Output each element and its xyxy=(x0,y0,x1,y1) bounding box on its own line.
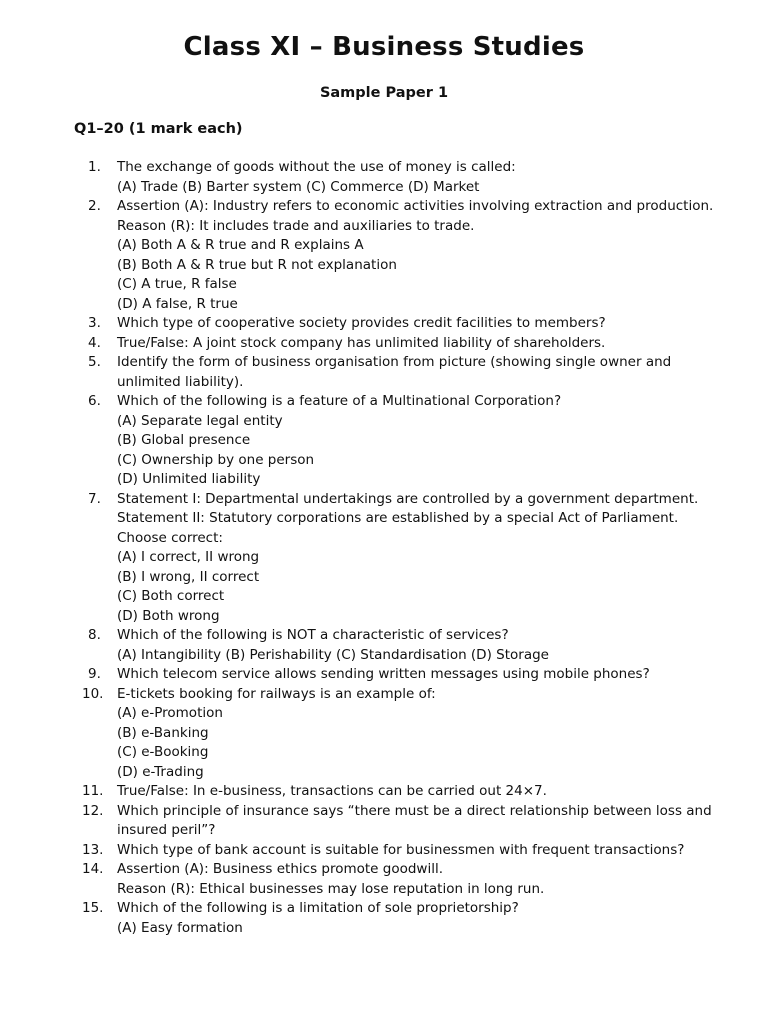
question-line: insured peril”? xyxy=(117,822,216,838)
question-line: (A) Separate legal entity xyxy=(117,412,283,429)
question-number: 10. xyxy=(82,685,104,702)
question-item xyxy=(0,899,768,938)
question-list xyxy=(0,158,768,938)
question-item xyxy=(0,314,768,334)
question-line: Statement II: Statutory corporations are established by a special Act of Parliament. xyxy=(117,510,679,526)
question-text: The exchange of goods without the use of money is called: xyxy=(117,159,516,175)
question-line: (B) Both A & R true but R not explanation xyxy=(117,256,397,273)
question-text: Which principle of insurance says “there must be a direct relationship between loss and xyxy=(117,802,712,819)
question-line: (D) Both wrong xyxy=(117,607,220,624)
question-text: Assertion (A): Business ethics promote goodwill. xyxy=(117,861,444,877)
question-text: Which telecom service allows sending written messages using mobile phones? xyxy=(117,666,650,682)
question-number: 15. xyxy=(82,900,104,916)
question-text: Which type of bank account is suitable for businessmen with frequent transactions? xyxy=(117,841,685,858)
page-title: Class XI – Business Studies xyxy=(183,32,585,62)
question-number: 3. xyxy=(88,315,101,331)
question-text: Which of the following is a feature of a Multinational Corporation? xyxy=(117,393,562,409)
question-item xyxy=(0,626,768,665)
question-line: (A) I correct, II wrong xyxy=(117,549,260,565)
question-number: 8. xyxy=(88,627,101,643)
question-line: (A) Easy formation xyxy=(117,919,243,936)
question-line: (D) Unlimited liability xyxy=(117,471,261,487)
question-line: (C) Both correct xyxy=(117,588,225,604)
page-subtitle: Sample Paper 1 xyxy=(319,85,449,101)
question-text: Which of the following is NOT a characteristic of services? xyxy=(117,627,509,643)
question-item xyxy=(0,841,768,861)
question-line: (D) e-Trading xyxy=(117,763,204,780)
question-line: (C) A true, R false xyxy=(117,276,237,292)
question-text: Statement I: Departmental undertakings are controlled by a government department. xyxy=(117,490,699,507)
question-item xyxy=(0,490,768,627)
question-number: 12. xyxy=(82,802,104,819)
question-line: (A) e-Promotion xyxy=(117,705,223,721)
question-text: Which type of cooperative society provides credit facilities to members? xyxy=(117,315,606,331)
question-text: True/False: A joint stock company has unlimited liability of shareholders. xyxy=(117,334,606,351)
question-line: Choose correct: xyxy=(117,529,223,546)
question-number: 5. xyxy=(88,354,101,370)
question-line: (A) Trade (B) Barter system (C) Commerce (D) Market xyxy=(117,178,480,195)
question-number: 6. xyxy=(88,393,101,409)
question-item xyxy=(0,334,768,354)
question-line: (A) Both A & R true and R explains A xyxy=(117,237,364,253)
question-line: Reason (R): Ethical businesses may lose reputation in long run. xyxy=(117,880,545,897)
question-text: Which of the following is a limitation of sole proprietorship? xyxy=(117,900,519,916)
question-text: Identify the form of business organisation from picture (showing single owner and xyxy=(117,354,672,370)
question-number: 11. xyxy=(82,783,104,799)
question-item xyxy=(0,392,768,490)
question-text: E-tickets booking for railways is an example of: xyxy=(117,685,436,702)
question-line: (C) e-Booking xyxy=(117,744,209,760)
question-item xyxy=(0,802,768,841)
question-line: (B) Global presence xyxy=(117,432,251,448)
question-item xyxy=(0,158,768,197)
question-item xyxy=(0,860,768,899)
question-number: 14. xyxy=(82,861,104,877)
question-number: 2. xyxy=(88,198,101,214)
question-line: (B) I wrong, II correct xyxy=(117,568,260,585)
question-item xyxy=(0,685,768,783)
question-item xyxy=(0,197,768,314)
question-text: Assertion (A): Industry refers to economic activities involving extraction and production. xyxy=(117,198,714,214)
question-item xyxy=(0,353,768,392)
question-line: (B) e-Banking xyxy=(117,724,209,741)
question-number: 4. xyxy=(88,334,101,351)
question-line: (A) Intangibility (B) Perishability (C) Standardisation (D) Storage xyxy=(117,646,549,663)
question-line: Reason (R): It includes trade and auxiliaries to trade. xyxy=(117,217,475,234)
question-number: 13. xyxy=(82,841,104,858)
question-text: True/False: In e-business, transactions can be carried out 24×7. xyxy=(117,783,547,799)
question-line: (D) A false, R true xyxy=(117,295,238,312)
question-line: (C) Ownership by one person xyxy=(117,451,315,468)
question-item xyxy=(0,782,768,802)
section-heading: Q1–20 (1 mark each) xyxy=(74,121,243,137)
question-line: unlimited liability). xyxy=(117,373,244,390)
question-number: 7. xyxy=(88,490,101,507)
question-number: 9. xyxy=(88,666,101,682)
question-item xyxy=(0,665,768,685)
question-number: 1. xyxy=(88,159,101,175)
